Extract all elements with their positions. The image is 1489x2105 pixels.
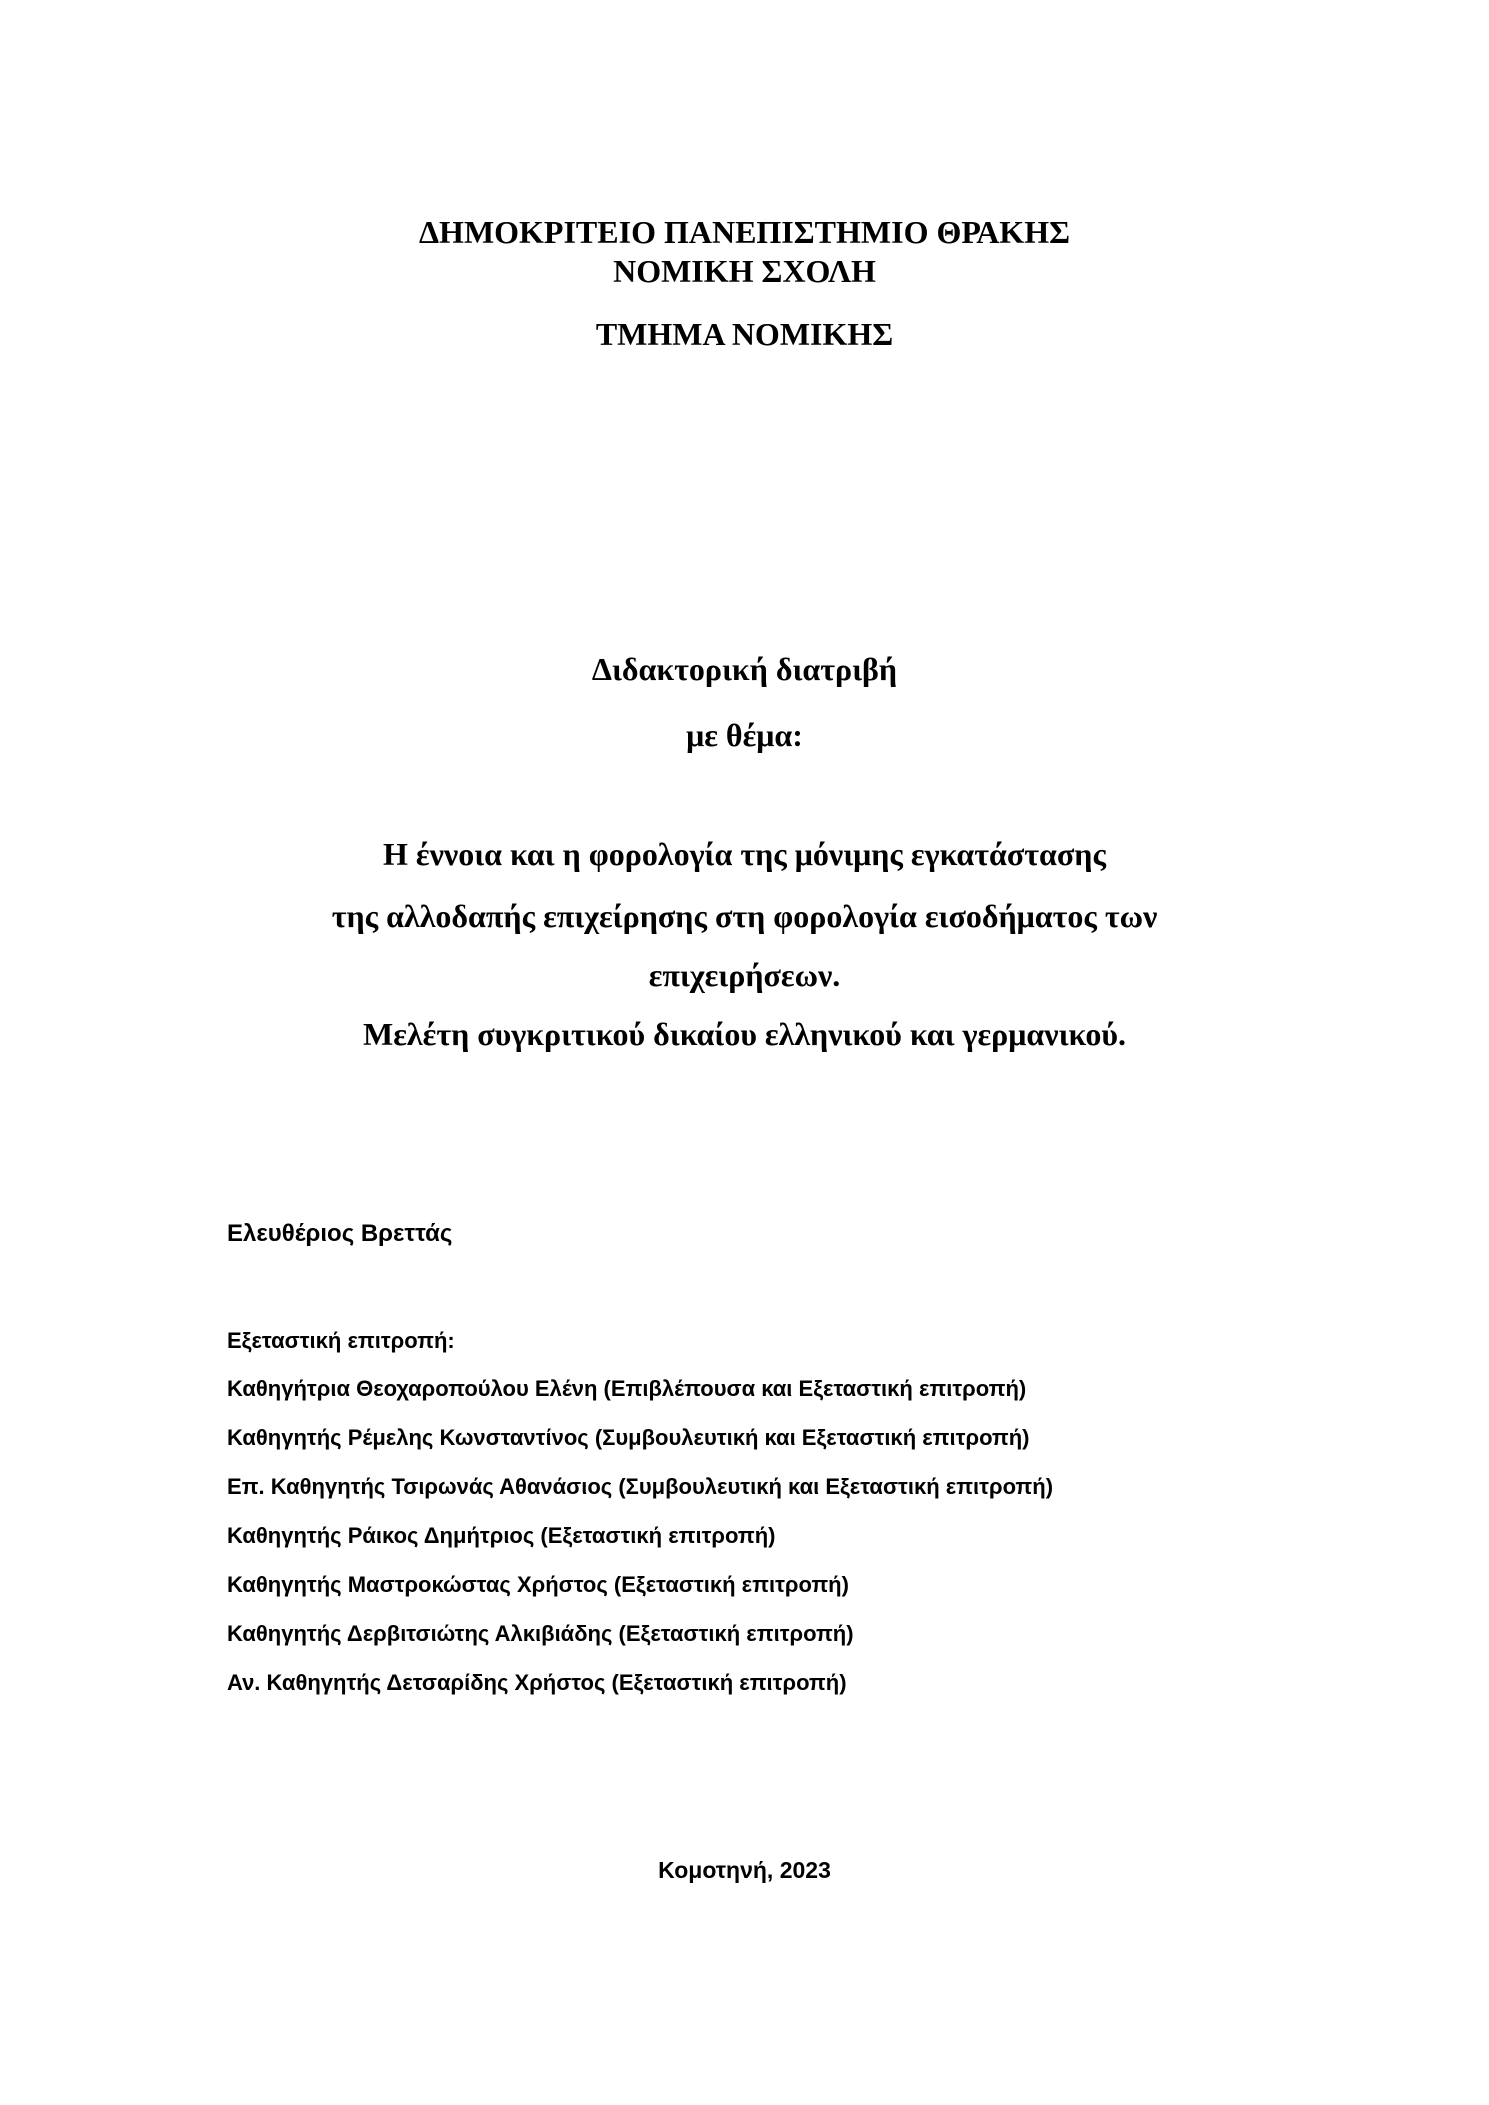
document-type: Διδακτορική διατριβή (591, 651, 898, 687)
department-name: ΤΜΗΜΑ ΝΟΜΙΚΗΣ (595, 316, 894, 352)
place-and-date: Κομοτηνή, 2023 (658, 1857, 831, 1883)
committee-member: Καθηγητής Ρέμελης Κωνσταντίνος (Συμβουλευτική και Εξεταστική επιτροπή) (227, 1425, 1030, 1450)
committee-member: Αν. Καθηγητής Δετσαρίδης Χρήστος (Εξεταστική επιτροπή) (227, 1670, 847, 1695)
committee-member: Καθηγητής Δερβιτσιώτης Αλκιβιάδης (Εξεταστική επιτροπή) (227, 1621, 854, 1646)
school-name: ΝΟΜΙΚΗ ΣΧΟΛΗ (613, 253, 876, 289)
committee-heading: Εξεταστική επιτροπή: (227, 1328, 455, 1353)
subject-label: με θέμα: (686, 717, 803, 753)
title-line: Η έννοια και η φορολογία της μόνιμης εγκατάστασης (383, 836, 1106, 872)
committee-member: Επ. Καθηγητής Τσιρωνάς Αθανάσιος (Συμβουλευτική και Εξεταστική επιτροπή) (227, 1474, 1054, 1499)
title-line: της αλλοδαπής επιχείρησης στη φορολογία εισοδήματος των (331, 898, 1158, 934)
committee-member: Καθηγήτρια Θεοχαροπούλου Ελένη (Επιβλέπουσα και Εξεταστική επιτροπή) (227, 1376, 1027, 1401)
committee-member: Καθηγητής Μαστροκώστας Χρήστος (Εξεταστική επιτροπή) (227, 1572, 849, 1597)
committee-member: Καθηγητής Ράικος Δημήτριος (Εξεταστική επιτροπή) (227, 1523, 776, 1548)
title-line: Μελέτη συγκριτικού δικαίου ελληνικού και γερμανικού. (363, 1016, 1126, 1052)
author-name: Ελευθέριος Βρεττάς (227, 1220, 453, 1247)
university-name: ΔΗΜΟΚΡΙΤΕΙΟ ΠΑΝΕΠΙΣΤΗΜΙΟ ΘΡΑΚΗΣ (418, 214, 1070, 250)
title-line: επιχειρήσεων. (648, 957, 841, 993)
